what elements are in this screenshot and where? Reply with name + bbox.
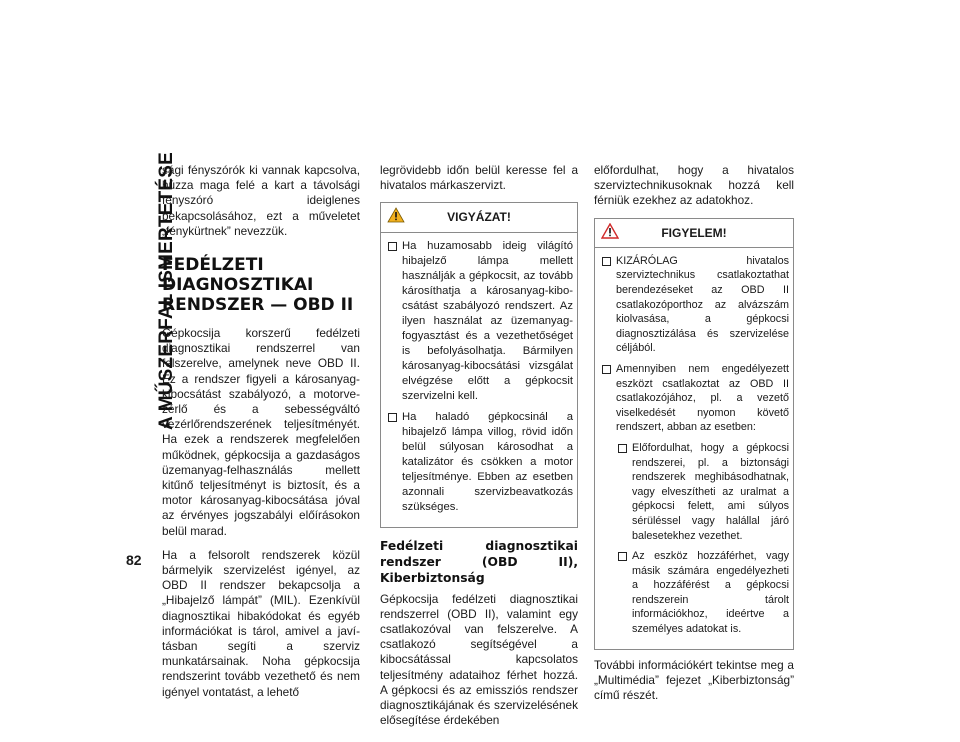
warning-item — [386, 410, 573, 515]
warning-header — [381, 203, 577, 232]
caution-item-text: KIZÁRÓLAG hivatalos szerviztechnikus csatlakoztathat berendezéseket az OBD II csatlakozóporthoz az alvázszám kiolvasása, a gépkocsi diagnosztizálása és szervizelése céljából. — [616, 254, 789, 355]
column-1 — [162, 163, 360, 709]
caution-item-text: Amennyiben nem engedélyezett eszközt csatlakoztat az OBD II csatlakozójához, pl. a vezető viselkedését nyomon követő rendszert, abban az esetben: — [616, 362, 789, 434]
caution-subitem — [616, 441, 789, 543]
section-heading-obd: FEDÉLZETI DIAGNOSZTIKAI RENDSZER — OBD II — [162, 255, 354, 316]
square-bullet-icon — [602, 257, 611, 266]
warning-triangle-icon — [387, 207, 405, 223]
caution-title: FIGYELEM! — [661, 225, 727, 240]
warning-box — [380, 202, 578, 527]
paragraph-obd-service: Ha a felsorolt rendszerek közül bármelyik szervizelést igényel, az OBD II rendszer bekapcsolja a „Hibajelző lámpát” (MIL). Ezenkívül diagnosztikai hibakódokat és egyéb információkat is tárol, amivel a javításban segíti a szerviz munkatársainak. Noha gépkocsija rendszerint tovább vezethető és nem igényel vontatást, a lehető — [162, 547, 360, 699]
caution-subitem — [616, 549, 789, 637]
caution-triangle-icon — [601, 223, 619, 239]
chapter-title-vertical — [120, 151, 177, 430]
square-bullet-icon — [388, 413, 397, 422]
caution-subitem-text: Előfordulhat, hogy a gépkocsi rendszerei, pl. a biztonsági rendszerek meghibásodhatnak, vagy elveszítheti az uralmat a gépkocsi felett, ami súlyos sérüléssel vagy halállal járó balesetekhez vezethet. — [632, 441, 789, 542]
warning-item-text: Ha huzamosabb ideig világító hibajelző lámpa mellett használják a gépkocsit, az tovább károsíthatja a károsanyag-kibocsátást szabályozó rendszert. Az ilyen használat az üzemanyag-fogyasztást és a vezethetőséget is befolyásolhatja. Bármilyen károsanyag-kibocsátási vizsgálat elvégzése előtt a gépkocsit szervizelni kell. — [402, 239, 573, 402]
caution-subitem-text: Az eszköz hozzáférhet, vagy másik számára engedélyezheti a hozzáférést a gépkocsi rendszerein tárolt információkhoz, ideértve a személyes adatokat is. — [632, 550, 789, 636]
paragraph-high-beam: sági fényszórók ki vannak kapcsolva, húzza maga felé a kart a távolsági fényszóró ideiglenes bekapcsolásához, ezt a műveletet „fénykürtnek” nevezzük. — [162, 163, 360, 238]
square-bullet-icon — [388, 242, 397, 251]
caution-body — [595, 248, 793, 649]
warning-body — [381, 233, 577, 527]
warning-title: VIGYÁZAT! — [447, 210, 511, 225]
square-bullet-icon — [618, 444, 627, 453]
square-bullet-icon — [618, 552, 627, 561]
paragraph-technician-access: előfordulhat, hogy a hivatalos szerviztechnikusoknak hozzá kell férniük ezekhez az adatokhoz. — [594, 163, 794, 208]
warning-item — [386, 239, 573, 404]
caution-item — [600, 254, 789, 356]
page-number: 82 — [126, 552, 142, 568]
warning-item-text: Ha haladó gépkocsinál a hibajelző lámpa villog, rövid időn belül súlyosan károsodhat a katalizátor és csökken a motor teljesítménye. Ebben az esetben azonnali szervizbeavatkozás szükséges. — [402, 410, 573, 513]
column-3 — [594, 163, 794, 712]
caution-item — [600, 362, 789, 435]
chapter-title-text: A MŰSZERFAL ISMERTETÉSE — [156, 151, 177, 430]
paragraph-dealer: legrövidebb időn belül keresse fel a hivatalos márkaszervizt. — [380, 163, 578, 193]
paragraph-more-info: További információkért tekintse meg a „Multimédia” fejezet „Kiberbiztonság” című részét. — [594, 657, 794, 703]
caution-box — [594, 218, 794, 650]
subheading-obd-cybersecurity: Fedélzeti diagnosztikai rendszer (OBD II), Kiberbiztonság — [380, 538, 578, 585]
paragraph-obd-connector: Gépkocsija fedélzeti diagnosztikai rendszerrel (OBD II), valamint egy csatlakozóval van felszerelve. A csatlakozó segítségével a kibocsátással kapcsolatos teljesítmény adataihoz férhet hozzá. A gépkocsi és az emissziós rendszer diagnosztikájának és szervizelésének elősegítése érdekében — [380, 591, 578, 728]
caution-header — [595, 219, 793, 248]
column-2 — [380, 163, 578, 737]
square-bullet-icon — [602, 365, 611, 374]
paragraph-obd-intro: Gépkocsija korszerű fedélzeti diagnosztikai rendszerrel van felszerelve, amelynek neve OBD II. Ez a rendszer figyeli a károsanyag-kibocsátást szabályozó, a motorvezérlő és a sebességváltó vezérlőrendszerének teljesítményét. Ha ezek a rendszerek megfelelően működnek, gépkocsija a gazdaságos üzemanyag-felhasználás mellett kitűnő teljesítményt is biztosít, és a motor károsanyag-kibocsátása jóval az érvényes jogszabályi előírásokon belül marad. — [162, 326, 360, 538]
